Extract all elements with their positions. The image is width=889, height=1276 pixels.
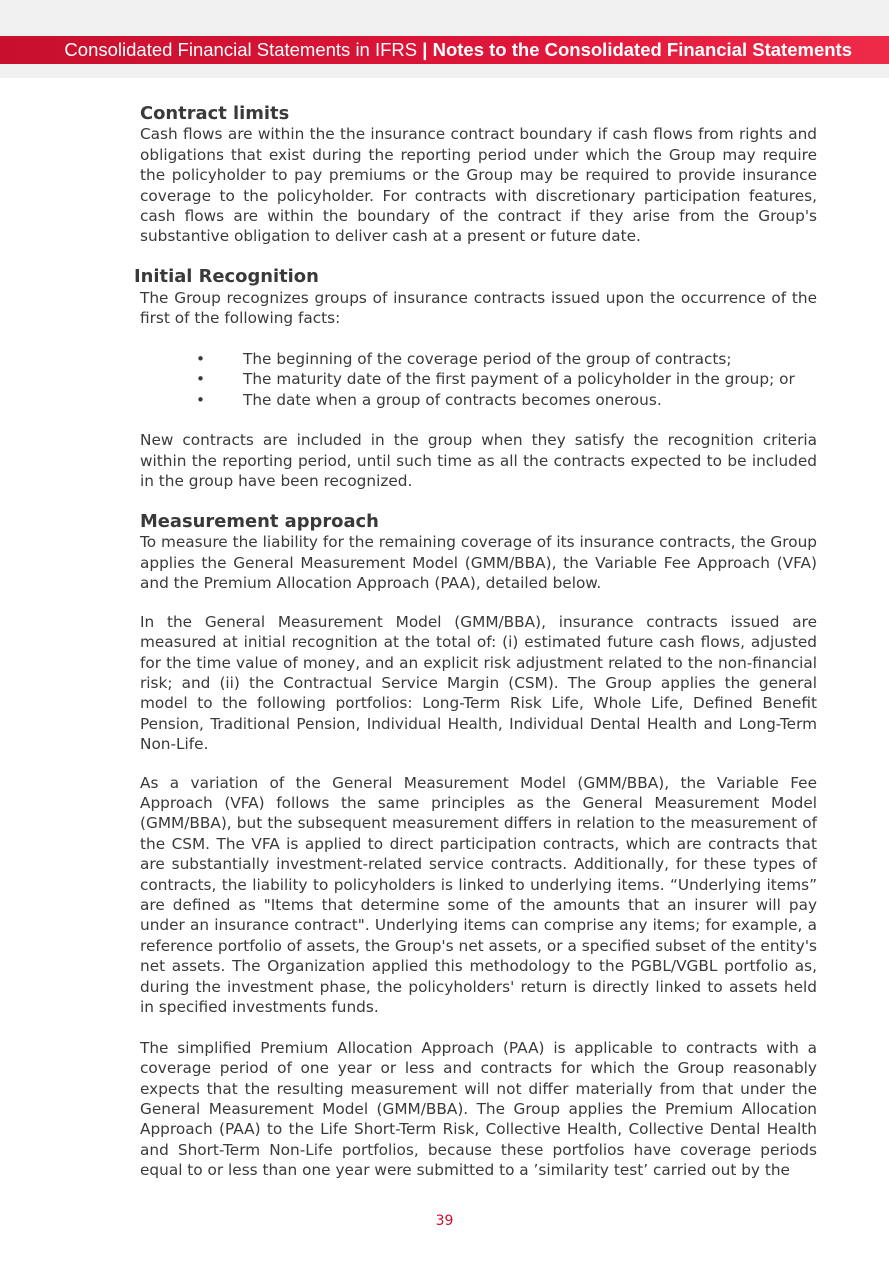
recognition-bullet-list: [140, 349, 817, 410]
bullet-icon: •: [196, 349, 206, 368]
header-title: Consolidated Financial Statements in IFRS: [64, 39, 418, 60]
header-bottom-strip: [0, 64, 889, 78]
section-initial-recognition: [134, 266, 817, 491]
paragraph-initial-recognition-intro: The Group recognizes groups of insurance contracts issued upon the occurrence of the first of the following facts:: [140, 288, 817, 328]
page-body: [134, 103, 817, 1181]
paragraph-gmm: In the General Measurement Model (GMM/BBA), insurance contracts issued are measured at initial recognition at the total of: (i) estimated future cash flows, adjusted for the time value of money, and an explicit risk adjustment related to the non-financial risk; and (ii) the Contractual Service Margin (CSM). The Group applies the general model to the following portfolios: Long-Term Risk Life, Whole Life, Defined Benefit Pension, Traditional Pension, Individual Health, Individual Dental Health and Long-Term Non-Life.: [140, 612, 817, 754]
paragraph-initial-recognition-outro: New contracts are included in the group when they satisfy the recognition criteria within the reporting period, until such time as all the contracts expected to be included in the group have been recognized.: [140, 431, 817, 491]
header-subtitle: Notes to the Consolidated Financial Statements: [432, 39, 852, 60]
section-contract-limits: [140, 104, 817, 247]
list-item: [140, 369, 817, 389]
header-text: [64, 36, 852, 64]
paragraph-contract-limits: Cash flows are within the the insurance contract boundary if cash flows from rights and obligations that exist during the reporting period under which the Group may require the policyholder to pay premiums or the Group may be required to provide insurance coverage to the policyholder. For contracts with discretionary participation features, cash flows are within the boundary of the contract if they arise from the Group's substantive obligation to deliver cash at a present or future date.: [140, 125, 817, 246]
header-separator: |: [422, 39, 428, 60]
list-item-text: The beginning of the coverage period of the group of contracts;: [243, 349, 732, 368]
list-item: [140, 390, 817, 410]
heading-initial-recognition: Initial Recognition: [134, 266, 319, 288]
header-banner: [0, 36, 889, 64]
section-measurement-approach: [140, 512, 817, 1181]
paragraph-vfa: As a variation of the General Measurement Model (GMM/BBA), the Variable Fee Approach (VFA) follows the same principles as the General Measurement Model (GMM/BBA), but the subsequent measurement differs in relation to the measurement of the CSM. The VFA is applied to direct participation contracts, which are contracts that are substantially investment-related service contracts. Additionally, for these types of contracts, the liability to policyholders is linked to underlying items. “Underlying items” are defined as "Items that determine some of the amounts that an insurer will pay under an insurance contract". Underlying items can comprise any items; for example, a reference portfolio of assets, the Group's net assets, or a specified subset of the entity's net assets. The Organization applied this methodology to the PGBL/VGBL portfolio as, during the investment phase, the policyholders' return is directly linked to assets held in specified investments funds.: [140, 773, 817, 1016]
list-item-text: The maturity date of the first payment of a policyholder in the group; or: [243, 370, 795, 389]
paragraph-paa: The simplified Premium Allocation Approach (PAA) is applicable to contracts with a coverage period of one year or less and contracts for which the Group reasonably expects that the resulting measurement will not differ materially from that under the General Measurement Model (GMM/BBA). The Group applies the Premium Allocation Approach (PAA) to the Life Short-Term Risk, Collective Health, Collective Dental Health and Short-Term Non-Life portfolios, because these portfolios have coverage periods equal to or less than one year were submitted to a ’similarity test’ carried out by the: [140, 1038, 817, 1180]
heading-measurement-approach: Measurement approach: [140, 511, 379, 533]
page-number: 39: [435, 1213, 454, 1229]
bullet-icon: •: [196, 370, 206, 389]
heading-contract-limits: Contract limits: [140, 103, 290, 124]
bullet-icon: •: [196, 390, 206, 409]
paragraph-measurement-overview: To measure the liability for the remaining coverage of its insurance contracts, the Group applies the General Measurement Model (GMM/BBA), the Variable Fee Approach (VFA) and the Premium Allocation Approach (PAA), detailed below.: [140, 533, 817, 593]
top-margin-strip: [0, 0, 889, 36]
list-item-text: The date when a group of contracts becomes onerous.: [243, 390, 662, 409]
list-item: [140, 349, 817, 369]
